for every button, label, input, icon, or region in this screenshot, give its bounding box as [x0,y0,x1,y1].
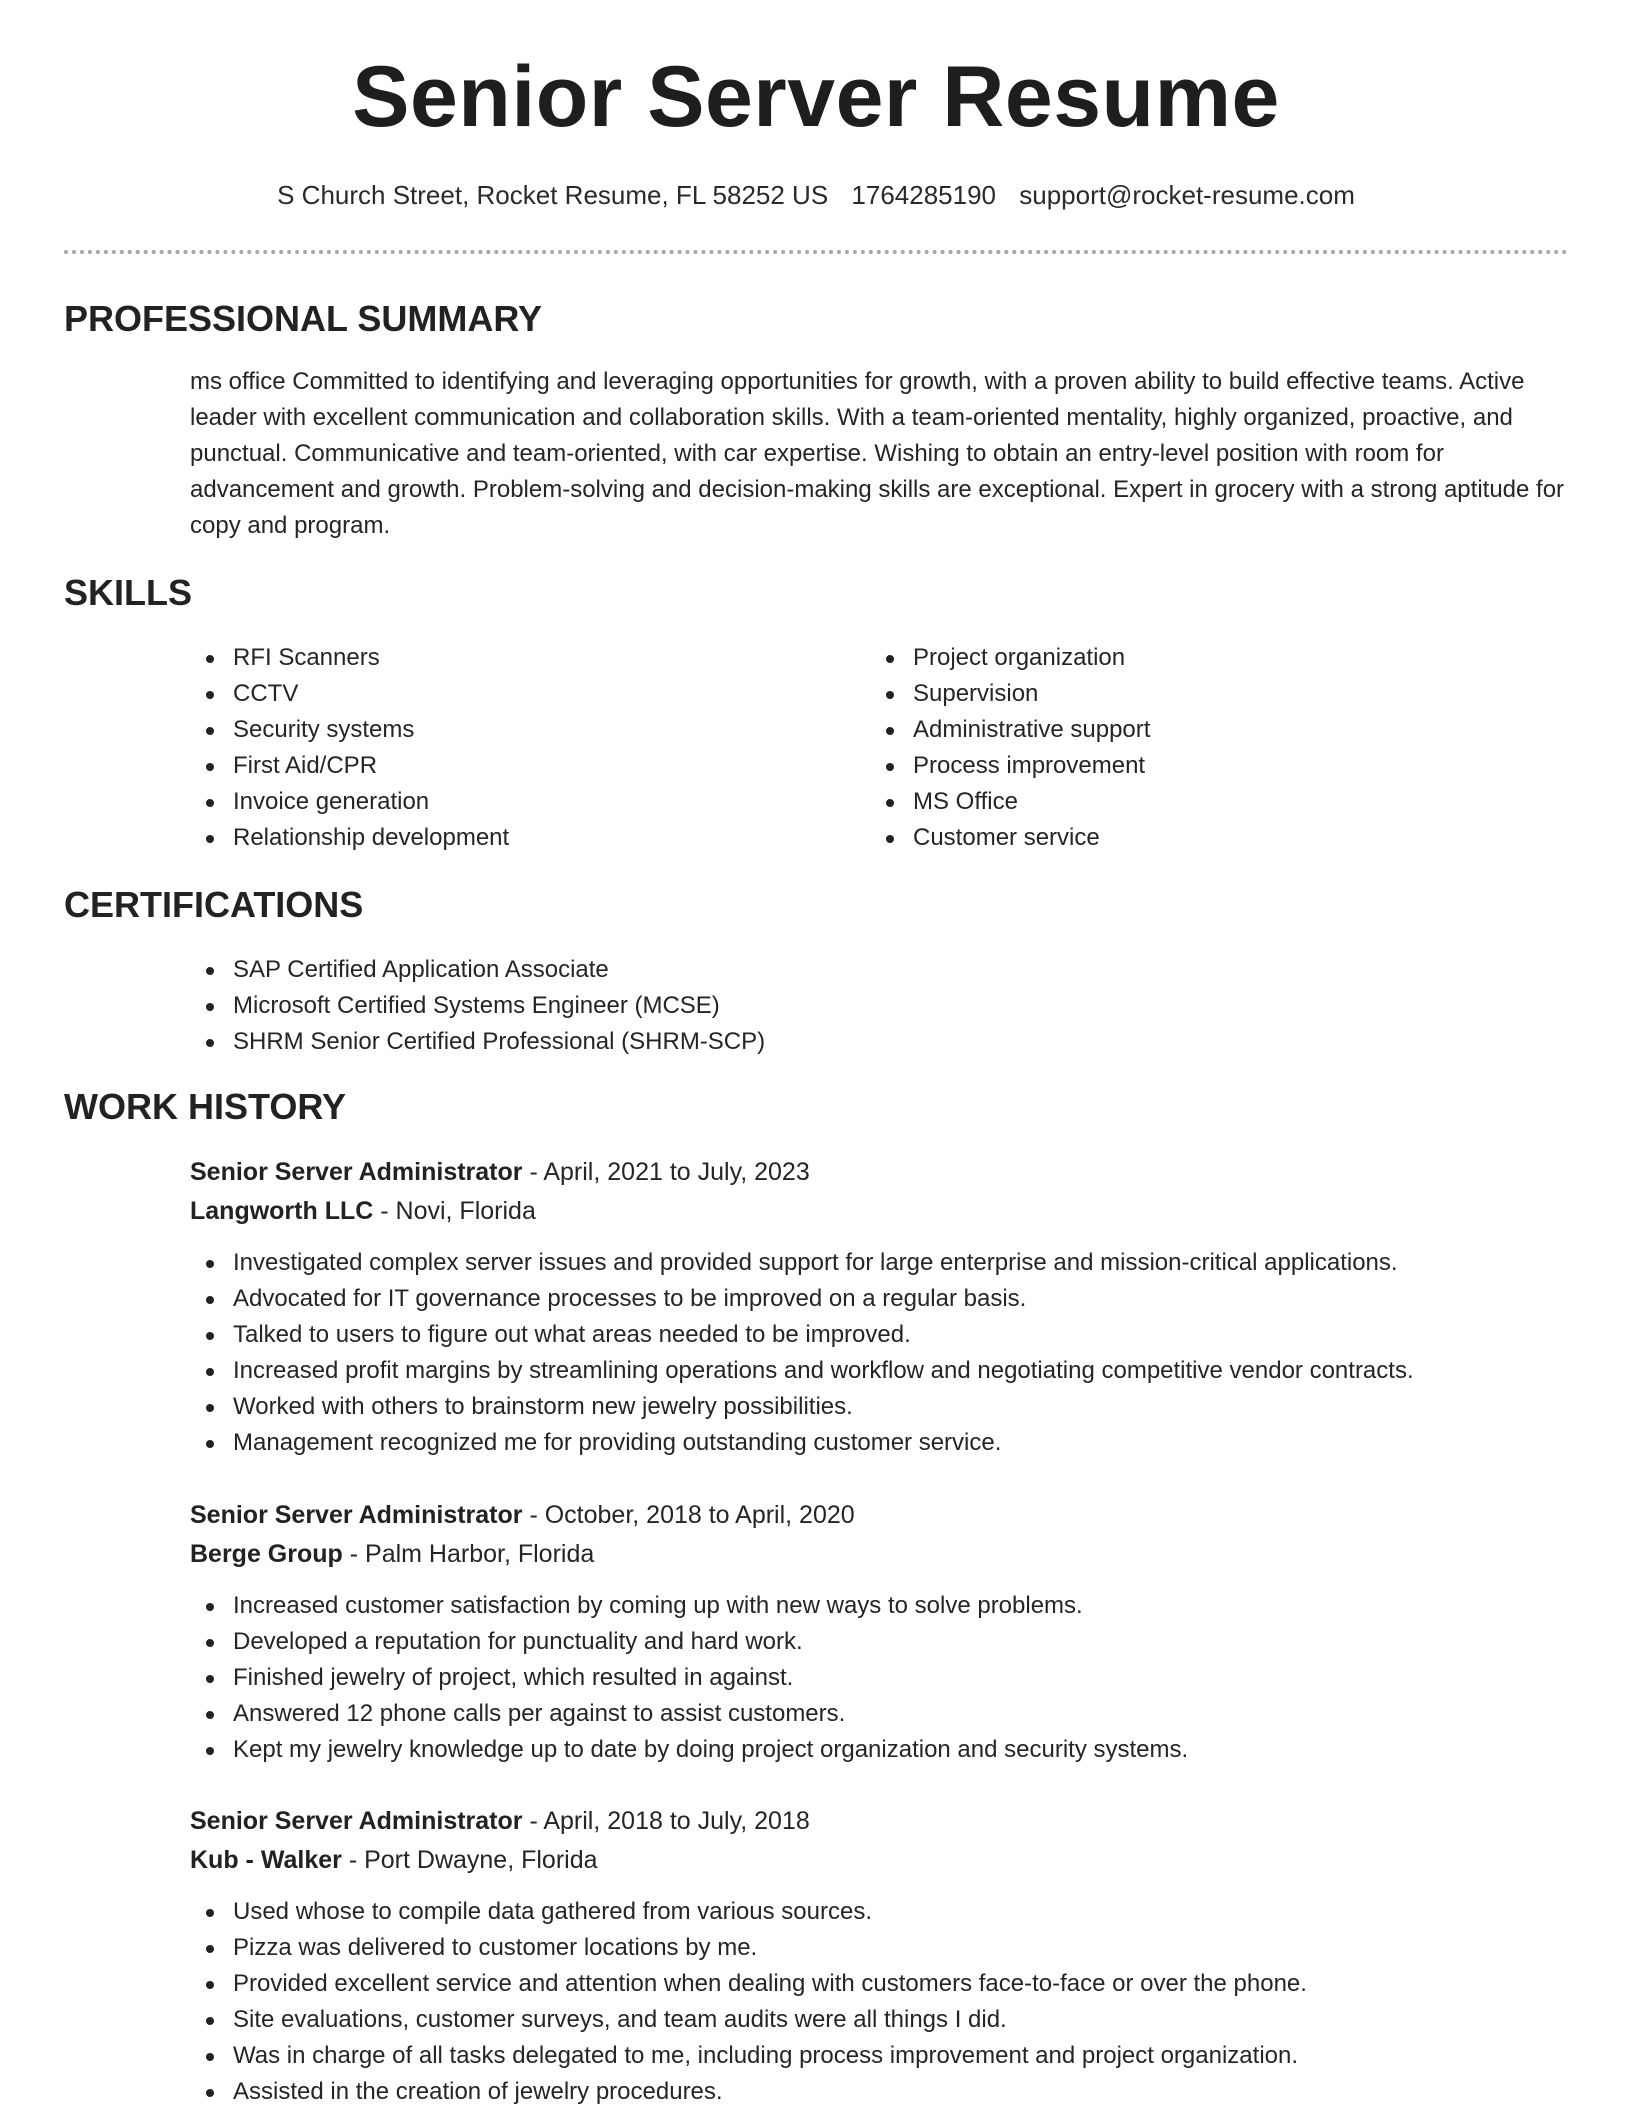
job-bullet: Talked to users to figure out what areas needed to be improved. [190,1317,1570,1353]
job-company-line [190,1841,1570,1880]
job-bullet: Kept my jewelry knowledge up to date by doing project organization and security systems. [190,1732,1570,1768]
contact-phone: 1764285190 [851,180,997,210]
skill-item: Customer service [870,820,1150,856]
section-title-work-history: WORK HISTORY [64,1086,347,1127]
skill-item: Invoice generation [190,784,509,820]
job-location: - Port Dwayne, Florida [341,1846,598,1874]
job-location: - Novi, Florida [373,1197,536,1225]
job-dates: - April, 2018 to July, 2018 [522,1807,810,1835]
job-company: Berge Group [190,1540,343,1568]
contact-email: support@rocket-resume.com [1019,180,1355,210]
job-bullet: Advocated for IT governance processes to be improved on a regular basis. [190,1281,1570,1317]
resume-title: Senior Server Resume [352,49,1280,145]
skill-item: CCTV [190,676,509,712]
skill-item: Relationship development [190,820,509,856]
job-bullet: Increased customer satisfaction by coming up with new ways to solve problems. [190,1588,1570,1624]
skill-item: Project organization [870,640,1150,676]
job-bullet: Finished jewelry of project, which resulted in against. [190,1660,1570,1696]
job-bullets [190,1588,1570,1768]
job-entry [190,1496,1570,1768]
job-location: - Palm Harbor, Florida [342,1540,595,1568]
job-bullet: Provided excellent service and attention when dealing with customers face-to-face or over the phone. [190,1966,1570,2002]
job-dates: - April, 2021 to July, 2023 [522,1158,810,1186]
job-bullet: Site evaluations, customer surveys, and team audits were all things I did. [190,2002,1570,2038]
job-title-line [190,1496,1570,1535]
skill-item: Process improvement [870,748,1150,784]
job-title-line [190,1802,1570,1841]
job-bullets [190,1894,1570,2110]
skill-item: Security systems [190,712,509,748]
job-company-line [190,1535,1570,1574]
skills-list-left [190,640,509,856]
certification-item: SHRM Senior Certified Professional (SHRM-SCP) [190,1024,765,1060]
section-title-skills: SKILLS [64,572,193,613]
job-bullet: Assisted in the creation of jewelry procedures. [190,2074,1570,2110]
job-entry [190,1802,1570,2110]
certification-item: Microsoft Certified Systems Engineer (MCSE) [190,988,765,1024]
section-title-summary: PROFESSIONAL SUMMARY [64,298,543,339]
skill-item: Supervision [870,676,1150,712]
job-bullet: Used whose to compile data gathered from various sources. [190,1894,1570,1930]
skills-list-right [870,640,1150,856]
job-company-line [190,1192,1570,1231]
skill-item: First Aid/CPR [190,748,509,784]
job-bullet: Was in charge of all tasks delegated to me, including process improvement and project organization. [190,2038,1570,2074]
job-title: Senior Server Administrator [190,1501,523,1529]
job-bullet: Worked with others to brainstorm new jewelry possibilities. [190,1389,1570,1425]
summary-text: ms office Committed to identifying and leveraging opportunities for growth, with a proven ability to build effective teams. Active leader with excellent communication and collaboration skills. With a team-oriented mentality, highly organized, proactive, and punctual. Communicative and team-oriented, with car expertise. Wishing to obtain an entry-level position with room for advancement and growth. Problem-solving and decision-making skills are exceptional. Expert in grocery with a strong aptitude for copy and program. [190,368,1565,539]
skill-item: MS Office [870,784,1150,820]
job-company: Langworth LLC [190,1197,374,1225]
job-entry [190,1153,1570,1461]
section-title-certifications: CERTIFICATIONS [64,884,364,925]
job-bullet: Answered 12 phone calls per against to assist customers. [190,1696,1570,1732]
header-divider [64,250,1568,254]
job-bullet: Management recognized me for providing outstanding customer service. [190,1425,1570,1461]
contact-address: S Church Street, Rocket Resume, FL 58252 US [277,180,829,210]
job-bullet: Developed a reputation for punctuality and hard work. [190,1624,1570,1660]
job-title: Senior Server Administrator [190,1158,523,1186]
skill-item: Administrative support [870,712,1150,748]
skill-item: RFI Scanners [190,640,509,676]
job-title-line [190,1153,1570,1192]
job-dates: - October, 2018 to April, 2020 [522,1501,855,1529]
job-bullets [190,1245,1570,1461]
certifications-list [190,952,765,1060]
job-company: Kub - Walker [190,1846,342,1874]
job-bullet: Pizza was delivered to customer locations by me. [190,1930,1570,1966]
certification-item: SAP Certified Application Associate [190,952,765,988]
contact-line [0,180,1632,211]
job-bullet: Increased profit margins by streamlining operations and workflow and negotiating competitive vendor contracts. [190,1353,1570,1389]
job-bullet: Investigated complex server issues and provided support for large enterprise and mission-critical applications. [190,1245,1570,1281]
job-title: Senior Server Administrator [190,1807,523,1835]
